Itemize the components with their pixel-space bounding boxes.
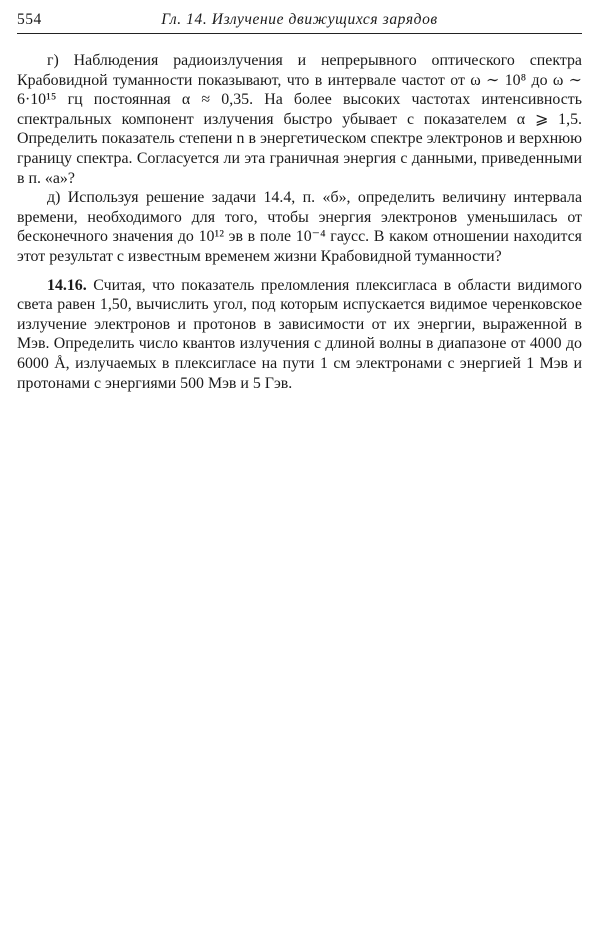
running-title: Гл. 14. Излучение движущихся зарядов (161, 11, 438, 28)
problem-text: Считая, что показатель преломления плексигласа в области видимого света равен 1,50, вычислить угол, под которым испускается видимое черенковское излучение электронов и протонов в зависимости от их энергии, выраженной в Мэв. Определить число квантов излучения с длиной волны в диапазоне от 4000 до 6000 Å, излучаемых в плексигласе на пути 1 см электронами с энергией 1 Мэв и протонами с энергиями 500 Мэв и 5 Гэв. (17, 276, 582, 392)
page-number: 554 (17, 11, 42, 28)
body-text (17, 51, 582, 393)
problem-number: 14.16. (47, 276, 87, 294)
page-header (17, 0, 582, 34)
paragraph-g (17, 51, 582, 188)
problem-14-16 (17, 276, 582, 394)
paragraph-text: г) Наблюдения радиоизлучения и непрерывного оптического спектра Крабовидной туманности показывают, что в интервале частот от ω ∼ 10⁸ до ω ∼ 6·10¹⁵ гц постоянная α ≈ 0,35. На более высоких частотах интенсивность спектральных компонент излучения быстро убывает с показателем α ⩾ 1,5. Определить показатель степени n в энергетическом спектре электронов и верхнюю границу спектра. Согласуется ли эта граничная энергия с данными, приведенными в п. «а»? (17, 52, 582, 187)
paragraph-text: д) Используя решение задачи 14.4, п. «б», определить величину интервала времени, необходимого для того, чтобы энергия электронов уменьшилась от бесконечного значения до 10¹² эв в поле 10⁻⁴ гаусс. В каком отношении находится этот результат с известным временем жизни Крабовидной туманности? (17, 189, 582, 265)
paragraph-d (17, 188, 582, 266)
